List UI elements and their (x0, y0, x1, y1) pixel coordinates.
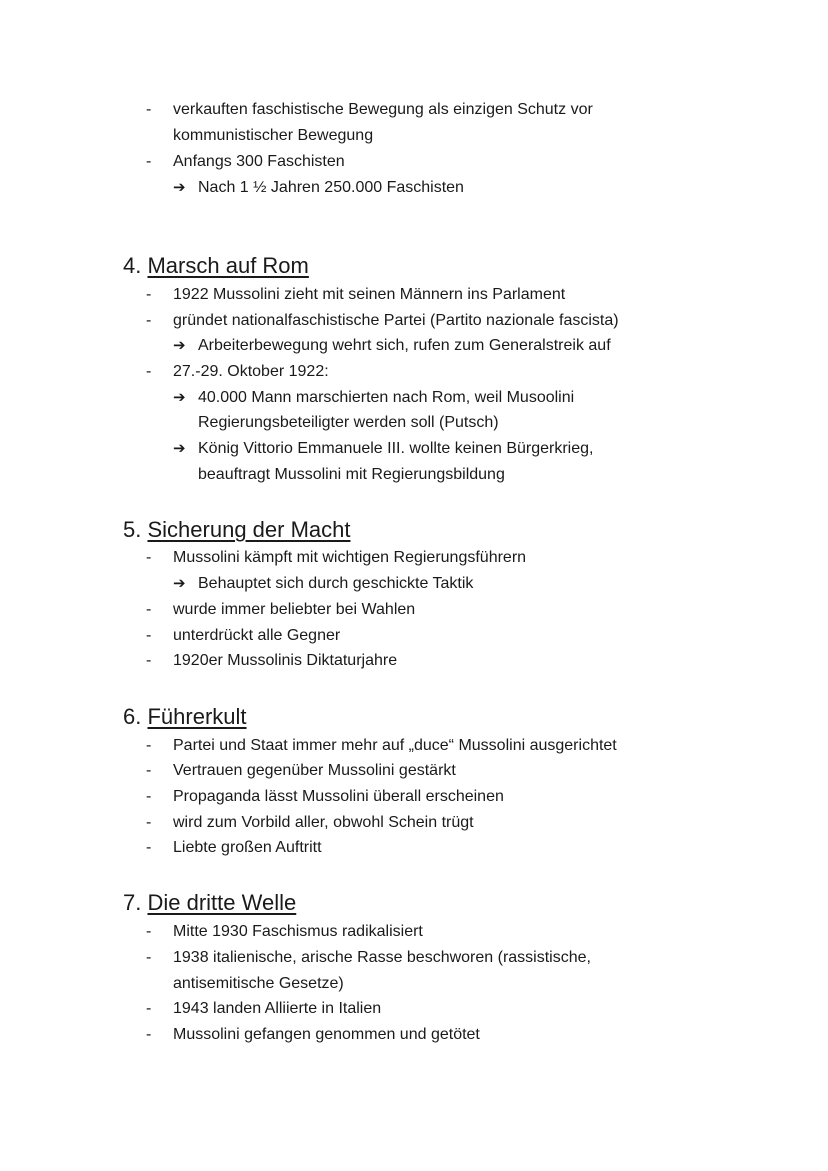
section-heading (123, 889, 296, 917)
dash-bullet: - (146, 549, 152, 566)
list-item-text: unterdrückt alle Gegner (173, 627, 341, 644)
arrow-item-text: Nach 1 ½ Jahren 250.000 Faschisten (198, 179, 464, 196)
section-title: Die dritte Welle (147, 890, 297, 915)
dash-bullet: - (146, 839, 152, 856)
dash-bullet: - (146, 1000, 152, 1017)
list-item-text: Propaganda lässt Mussolini überall erscheinen (173, 788, 504, 805)
list-item-text: Anfangs 300 Faschisten (173, 153, 345, 170)
dash-bullet: - (146, 1026, 152, 1043)
arrow-item-text: König Vittorio Emmanuele III. wollte keinen Bürgerkrieg, (198, 440, 594, 457)
section-title: Marsch auf Rom (147, 253, 309, 278)
dash-bullet: - (146, 153, 152, 170)
list-item-text: wird zum Vorbild aller, obwohl Schein trügt (173, 814, 474, 831)
dash-bullet: - (146, 788, 152, 805)
list-item-text: 1922 Mussolini zieht mit seinen Männern ins Parlament (173, 286, 566, 303)
arrow-right-icon: ➔ (173, 389, 186, 406)
section-number: 6. (123, 704, 142, 729)
list-item-text: Liebte großen Auftritt (173, 839, 322, 856)
section-number: 5. (123, 517, 142, 542)
section-heading (123, 516, 350, 544)
dash-bullet: - (146, 312, 152, 329)
dash-bullet: - (146, 923, 152, 940)
section-heading (123, 252, 309, 280)
dash-bullet: - (146, 363, 152, 380)
list-item-text: Mussolini gefangen genommen und getötet (173, 1026, 480, 1043)
list-item-text: Vertrauen gegenüber Mussolini gestärkt (173, 762, 456, 779)
dash-bullet: - (146, 101, 152, 118)
list-item-text: gründet nationalfaschistische Partei (Partito nazionale fascista) (173, 312, 619, 329)
arrow-right-icon: ➔ (173, 337, 186, 354)
dash-bullet: - (146, 762, 152, 779)
arrow-item-text: Arbeiterbewegung wehrt sich, rufen zum Generalstreik auf (198, 337, 611, 354)
section-title: Sicherung der Macht (147, 517, 351, 542)
list-item-text: wurde immer beliebter bei Wahlen (173, 601, 416, 618)
list-item-text: verkauften faschistische Bewegung als einzigen Schutz vor (173, 101, 593, 118)
arrow-item-text: Behauptet sich durch geschickte Taktik (198, 575, 474, 592)
list-item-text: 1920er Mussolinis Diktaturjahre (173, 652, 398, 669)
list-item-text: 27.-29. Oktober 1922: (173, 363, 329, 380)
arrow-item-text: beauftragt Mussolini mit Regierungsbildung (198, 466, 505, 483)
list-item-text: Partei und Staat immer mehr auf „duce“ Mussolini ausgerichtet (173, 737, 617, 754)
dash-bullet: - (146, 814, 152, 831)
list-item-text: kommunistischer Bewegung (173, 127, 374, 144)
arrow-item-text: Regierungsbeteiligter werden soll (Putsch) (198, 414, 499, 431)
dash-bullet: - (146, 627, 152, 644)
list-item-text: 1938 italienische, arische Rasse beschworen (rassistische, (173, 949, 591, 966)
arrow-right-icon: ➔ (173, 179, 186, 196)
dash-bullet: - (146, 949, 152, 966)
list-item-text: Mussolini kämpft mit wichtigen Regierungsführern (173, 549, 527, 566)
arrow-right-icon: ➔ (173, 575, 186, 592)
list-item-text: antisemitische Gesetze) (173, 975, 344, 992)
section-heading (123, 703, 247, 731)
dash-bullet: - (146, 286, 152, 303)
arrow-right-icon: ➔ (173, 440, 186, 457)
list-item-text: 1943 landen Alliierte in Italien (173, 1000, 382, 1017)
dash-bullet: - (146, 652, 152, 669)
section-number: 4. (123, 253, 142, 278)
dash-bullet: - (146, 601, 152, 618)
arrow-item-text: 40.000 Mann marschierten nach Rom, weil Musoolini (198, 389, 575, 406)
section-title: Führerkult (147, 704, 247, 729)
section-number: 7. (123, 890, 142, 915)
list-item-text: Mitte 1930 Faschismus radikalisiert (173, 923, 423, 940)
dash-bullet: - (146, 737, 152, 754)
